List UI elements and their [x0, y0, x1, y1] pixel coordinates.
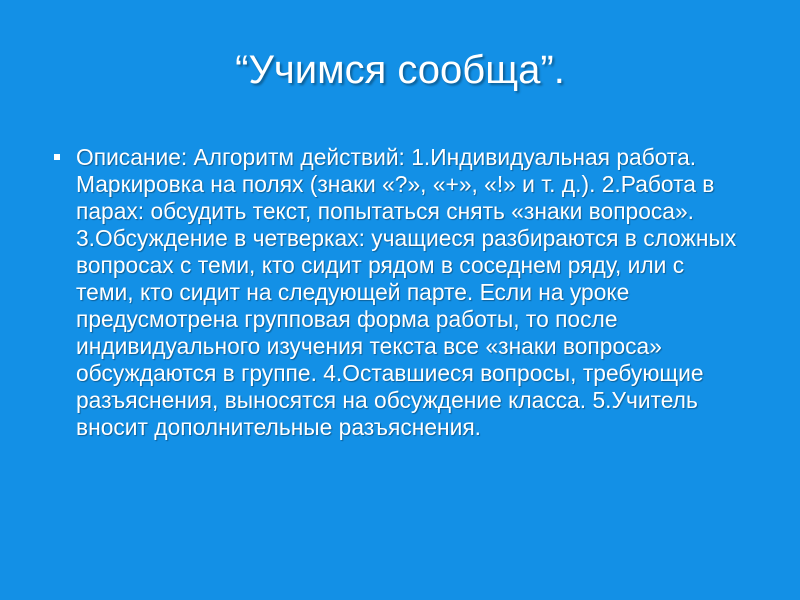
square-bullet-icon [46, 144, 76, 171]
slide-content [46, 144, 746, 441]
bullet-text: Описание: Алгоритм действий: 1.Индивидуальная работа. Маркировка на полях (знаки «?», «+», «!» и т. д.). 2.Работа в парах: обсудить текст, попытаться снять «знаки вопроса». 3.Обсуждение в четверках: учащиеся разбираются в сложных вопросах с теми, кто сидит рядом в соседнем ряду, или с теми, кто сидит на следующей парте. Если на уроке предусмотрена групповая форма работы, то после индивидуального изучения текста все «знаки вопроса» обсуждаются в группе. 4.Оставшиеся вопросы, требующие разъяснения, выносятся на обсуждение класса. 5.Учитель вносит дополнительные разъяснения. [76, 144, 737, 440]
slide-title: “Учимся сообща”. [235, 48, 565, 92]
bullet-item [46, 144, 746, 441]
